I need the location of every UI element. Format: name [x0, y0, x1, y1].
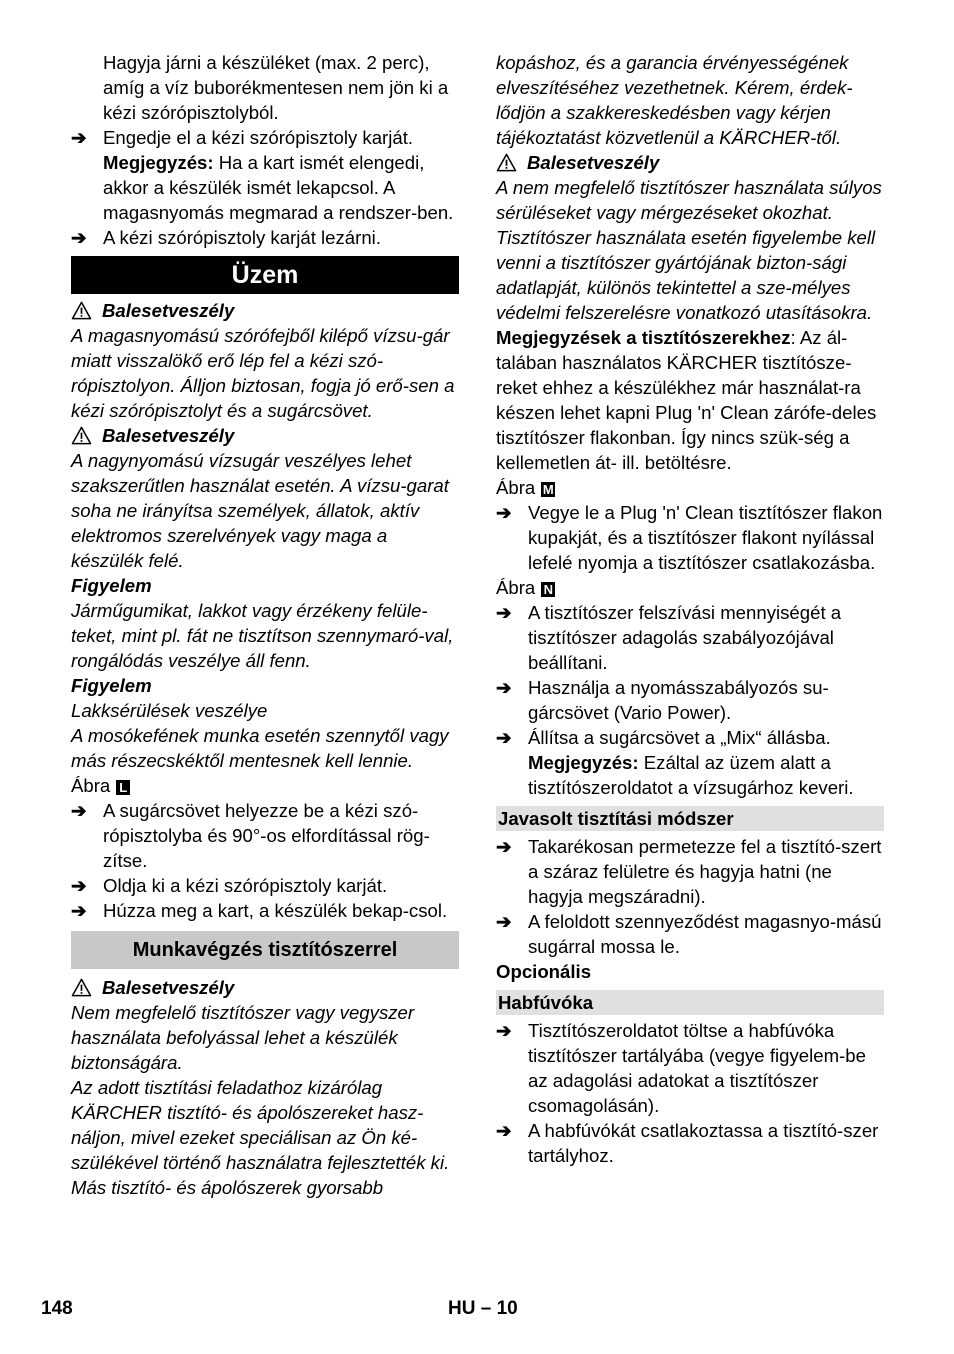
page-number: 148 — [41, 1298, 73, 1319]
instruction-step — [496, 909, 884, 959]
figure-letter-badge: M — [542, 482, 554, 497]
figure-reference — [71, 773, 459, 798]
figure-label: Ábra — [496, 477, 536, 498]
arrow-right-icon: ➔ — [496, 1120, 512, 1141]
notes-label: Megjegyzések a tisztítószerekhez — [496, 327, 791, 348]
step-text: Állítsa a sugárcsövet a „Mix“ állásba. — [528, 727, 831, 748]
warning-text: A magasnyomású szórófejből kilépő vízsu-gár miatt visszalökő erő lép fel a kézi szó-rópisztolyon. Álljon biztosan, fogja jó erő-sen a kézi szórópisztolyt és a sugárcsövet. — [71, 325, 455, 421]
arrow-right-icon: ➔ — [496, 836, 512, 857]
warning-text: Tisztítószer használata esetén figyelembe kell venni a tisztítószer gyártójának bizton-sági adatlapját, különös tekintettel a sze-mélyes védelmi felszerelésre vonatkozó utasításokra. — [496, 227, 876, 323]
step-text: Használja a nyomásszabályozós su-gárcsövet (Vario Power). — [528, 677, 829, 723]
warning-title: Balesetveszély — [102, 425, 235, 446]
warning-text: A nagynyomású vízsugár veszélyes lehet szakszerűtlen használat esetén. A vízsu-garat soha ne irányítsa személyek, állatok, aktív elektromos szerelvények vagy maga a készülék felé. — [71, 450, 449, 571]
figure-letter-badge: L — [116, 780, 130, 795]
note-text: Ezáltal az üzem alatt a tisztítószeroldatot a vízsugárhoz keveri. — [528, 752, 854, 798]
step-text: Vegye le a Plug 'n' Clean tisztítószer flakon kupakját, és a tisztítószer flakont nyílással lefelé nyomja a tisztítószer csatlakozásba. — [528, 502, 883, 573]
step-text: A feloldott szennyeződést magasnyo-mású sugárral mossa le. — [528, 911, 882, 957]
note-label: Megjegyzés: — [528, 752, 639, 773]
note-text: Ha a kart ismét elengedi, akkor a készülék ismét lekapcsol. A magasnyomás megmarad a rendszer-ben. — [103, 152, 454, 223]
arrow-right-icon: ➔ — [71, 875, 87, 896]
right-column — [496, 50, 884, 1168]
paragraph: Hagyja járni a készüléket (max. 2 perc), amíg a víz buborékmentesen nem jön ki a kézi szórópisztolyból. — [103, 52, 449, 123]
warning-text: Nem megfelelő tisztítószer vagy vegyszer használata befolyással lehet a készülék biztonságára. — [71, 1002, 415, 1073]
step-text: Oldja ki a kézi szórópisztoly karját. — [103, 875, 388, 896]
warning-text: Az adott tisztítási feladathoz kizárólag KÄRCHER tisztító- és ápolószereket hasz-náljon, mivel ezeket speciálisan az Ön ké-szülékével történő használatra fejlesztették ki. Más tisztító- és ápolószerek gyorsabb — [71, 1077, 450, 1198]
optional-heading: Opcionális — [496, 961, 592, 982]
caution-title: Figyelem — [71, 675, 152, 696]
figure-label: Ábra — [496, 577, 536, 598]
warning-triangle-icon — [71, 978, 92, 997]
warning-triangle-icon — [496, 153, 517, 172]
instruction-step — [496, 834, 884, 909]
arrow-right-icon: ➔ — [496, 911, 512, 932]
left-column — [71, 50, 459, 1200]
arrow-right-icon: ➔ — [496, 1020, 512, 1041]
instruction-step — [71, 798, 459, 873]
step-text: Húzza meg a kart, a készülék bekap-csol. — [103, 900, 448, 921]
caution-title: Figyelem — [71, 575, 152, 596]
warning-title: Balesetveszély — [102, 977, 235, 998]
warning-triangle-icon — [71, 426, 92, 445]
arrow-right-icon: ➔ — [496, 677, 512, 698]
warning-heading — [71, 975, 459, 1000]
step-text: A kézi szórópisztoly karját lezárni. — [103, 227, 381, 248]
caution-text: A mosókefének munka esetén szennytől vagy más részecskéktől mentesnek kell lennie. — [71, 725, 449, 771]
step-text: Takarékosan permetezze fel a tisztító-szert a száraz felületre és hagyja hatni (ne hagyja megszáradni). — [528, 836, 882, 907]
section-heading-munkavegzes: Munkavégzés tisztítószerrel — [71, 931, 459, 969]
figure-label: Ábra — [71, 775, 111, 796]
figure-reference — [496, 575, 884, 600]
arrow-right-icon: ➔ — [496, 602, 512, 623]
arrow-right-icon: ➔ — [496, 502, 512, 523]
instruction-step — [71, 225, 459, 250]
warning-text: kopáshoz, és a garancia érvényességének elveszítéséhez vezethetnek. Kérem, érdek-lődjön a szakkereskedésben vagy kérjen tájékoztatást közvetlenül a KÄRCHER-től. — [496, 52, 853, 148]
figure-letter-badge: N — [541, 582, 555, 597]
warning-heading — [496, 150, 884, 175]
instruction-step — [71, 898, 459, 923]
arrow-right-icon: ➔ — [496, 727, 512, 748]
arrow-right-icon: ➔ — [71, 800, 87, 821]
warning-triangle-icon — [71, 301, 92, 320]
instruction-step — [496, 725, 884, 800]
warning-heading — [71, 423, 459, 448]
instruction-step — [496, 1118, 884, 1168]
paragraph — [496, 325, 884, 475]
warning-title: Balesetveszély — [102, 300, 235, 321]
section-heading-javasolt: Javasolt tisztítási módszer — [496, 806, 884, 831]
step-text: Tisztítószeroldatot töltse a habfúvóka tisztítószer tartályába (vegye figyelem-be az adagolási adatokat a tisztítószer csomagolásán). — [528, 1020, 866, 1116]
notes-text: : Az ál-talában használatos KÄRCHER tisztítósze-reket ehhez a készülékhez már használat-ra készen lehet kapni Plug 'n' Clean zárófe-deles tisztítószer flakonban. Így nincs szük-ség a kellemetlen át- ill. betöltésre. — [496, 327, 877, 473]
instruction-step — [496, 675, 884, 725]
step-text: A tisztítószer felszívási mennyiségét a tisztítószer adagolás szabályozójával beállítani. — [528, 602, 842, 673]
arrow-right-icon: ➔ — [71, 900, 87, 921]
figure-reference — [496, 475, 884, 500]
arrow-right-icon: ➔ — [71, 127, 87, 148]
instruction-step — [496, 1018, 884, 1118]
arrow-right-icon: ➔ — [71, 227, 87, 248]
warning-text: A nem megfelelő tisztítószer használata súlyos sérüléseket vagy mérgezéseket okozhat. — [496, 177, 882, 223]
step-text: Engedje el a kézi szórópisztoly karját. — [103, 127, 414, 148]
note-label: Megjegyzés: — [103, 152, 214, 173]
page-code: HU – 10 — [448, 1298, 518, 1319]
instruction-step — [496, 600, 884, 675]
caution-text: Lakksérülések veszélye — [71, 700, 268, 721]
caution-text: Járműgumikat, lakkot vagy érzékeny felüle-teket, mint pl. fát ne tisztítson szennymaró-val, rongálódás veszélye áll fenn. — [71, 600, 454, 671]
instruction-step — [71, 125, 459, 225]
section-heading-habfuvoka: Habfúvóka — [496, 990, 884, 1015]
instruction-step — [71, 873, 459, 898]
instruction-step — [496, 500, 884, 575]
step-text: A habfúvókát csatlakoztassa a tisztító-szer tartályhoz. — [528, 1120, 879, 1166]
section-heading-uzem: Üzem — [71, 256, 459, 294]
warning-heading — [71, 298, 459, 323]
warning-title: Balesetveszély — [527, 152, 660, 173]
step-text: A sugárcsövet helyezze be a kézi szó-rópisztolyba és 90°-os elfordítással rög-zítse. — [103, 800, 430, 871]
